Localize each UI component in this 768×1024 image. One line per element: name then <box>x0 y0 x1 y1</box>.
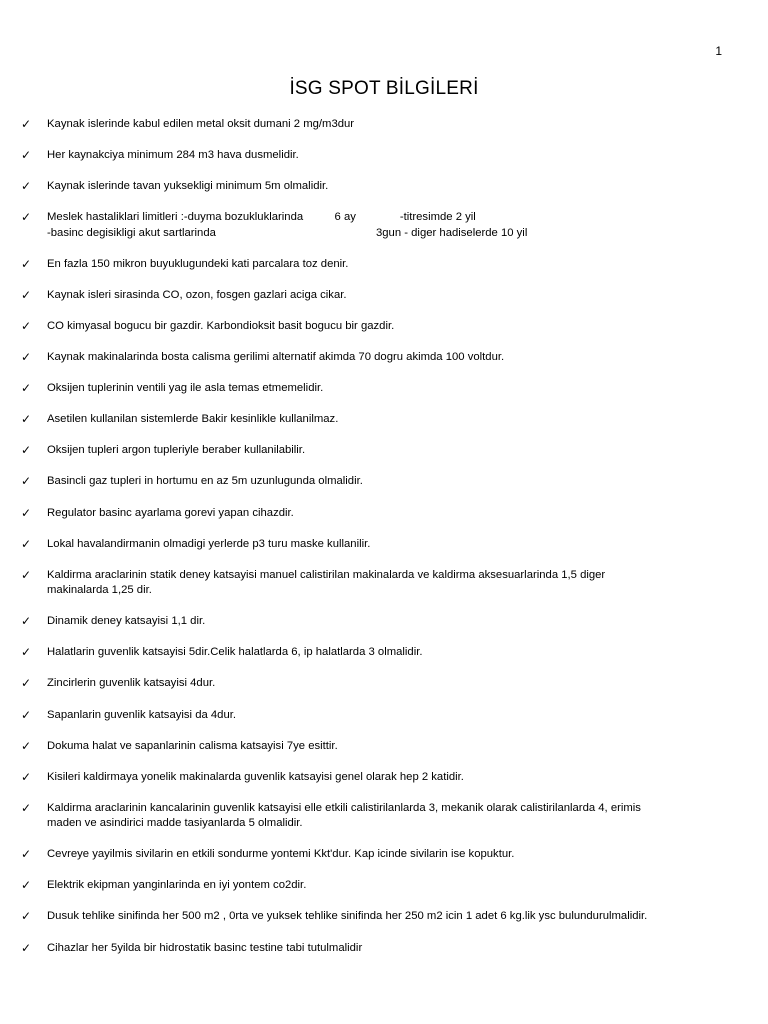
list-item-text: Zincirlerin guvenlik katsayisi 4dur. <box>47 677 216 690</box>
checkmark-icon: ✓ <box>21 536 32 551</box>
checkmark-icon: ✓ <box>21 909 32 924</box>
list-item-text: Dusuk tehlike sinifinda her 500 m2 , 0rta ve yuksek tehlike sinifinda her 250 m2 icin 1 adet 6 kg.lik ysc bulundurulmalidir. <box>47 910 648 923</box>
list-item <box>0 941 768 956</box>
checkmark-icon: ✓ <box>21 179 32 194</box>
list-item-text: Sapanlarin guvenlik katsayisi da 4dur. <box>47 708 237 721</box>
list-item-text: Oksijen tuplerinin ventili yag ile asla temas etmemelidir. <box>47 382 324 395</box>
list-item-text: Oksijen tupleri argon tupleriyle beraber kullanilabilir. <box>47 444 306 457</box>
list-item-text: Dinamik deney katsayisi 1,1 dir. <box>47 615 206 628</box>
list-item <box>0 381 768 396</box>
list-item-text: Kaynak makinalarinda bosta calisma gerilimi alternatif akimda 70 dogru akimda 100 voltdur. <box>47 351 505 364</box>
checkmark-icon: ✓ <box>21 443 32 458</box>
list-item-text: Regulator basinc ayarlama gorevi yapan cihazdir. <box>47 506 294 519</box>
list-item-text: Cihazlar her 5yilda bir hidrostatik basinc testine tabi tutulmalidir <box>47 941 363 954</box>
page-number: 1 <box>715 44 722 58</box>
list-item-text: Kaldirma araclarinin kancalarinin guvenlik katsayisi elle etkili calistirilanlarda 3, mekanik olarak calistirilanlarda 4, erimis maden ve asindirici madde tasiyanlarda 5 olmalidir. <box>47 801 641 830</box>
checkmark-icon: ✓ <box>21 676 32 691</box>
list-item <box>0 443 768 458</box>
checkmark-icon: ✓ <box>21 847 32 862</box>
list-item <box>0 148 768 163</box>
list-item <box>0 350 768 365</box>
checkmark-icon: ✓ <box>21 707 32 722</box>
checkmark-icon: ✓ <box>21 614 32 629</box>
list-item <box>0 288 768 303</box>
checkmark-icon: ✓ <box>21 256 32 271</box>
list-item <box>0 412 768 427</box>
list-item-text: Kaynak islerinde tavan yuksekligi minimum 5m olmalidir. <box>47 180 329 193</box>
checkmark-icon: ✓ <box>21 800 32 815</box>
list-item-text: Asetilen kullanilan sistemlerde Bakir kesinlikle kullanilmaz. <box>47 413 339 426</box>
checkmark-icon: ✓ <box>21 940 32 955</box>
list-item <box>0 537 768 552</box>
list-item <box>0 210 768 241</box>
checkmark-icon: ✓ <box>21 505 32 520</box>
checkmark-icon: ✓ <box>21 474 32 489</box>
list-item <box>0 739 768 754</box>
list-item <box>0 257 768 272</box>
list-item <box>0 676 768 691</box>
list-item-text: Kaynak isleri sirasinda CO, ozon, fosgen gazlari aciga cikar. <box>47 288 347 301</box>
checklist <box>0 117 768 972</box>
list-item-text: Dokuma halat ve sapanlarinin calisma katsayisi 7ye esittir. <box>47 739 338 752</box>
document-title: İSG SPOT BİLGİLERİ <box>289 78 479 99</box>
checkmark-icon: ✓ <box>21 567 32 582</box>
checkmark-icon: ✓ <box>21 381 32 396</box>
checkmark-icon: ✓ <box>21 148 32 163</box>
list-item <box>0 614 768 629</box>
checkmark-icon: ✓ <box>21 645 32 660</box>
list-item-text: Kaldirma araclarinin statik deney katsayisi manuel calistirilan makinalarda ve kaldirma aksesuarlarinda 1,5 diger makinalarda 1,25 dir. <box>47 568 606 597</box>
list-item-text: Her kaynakciya minimum 284 m3 hava dusmelidir. <box>47 149 299 162</box>
list-item <box>0 568 768 599</box>
list-item <box>0 506 768 521</box>
list-item-text: Halatlarin guvenlik katsayisi 5dir.Celik halatlarda 6, ip halatlarda 3 olmalidir. <box>47 646 423 659</box>
checkmark-icon: ✓ <box>21 350 32 365</box>
checkmark-icon: ✓ <box>21 412 32 427</box>
list-item-text: CO kimyasal bogucu bir gazdir. Karbondioksit basit bogucu bir gazdir. <box>47 319 395 332</box>
list-item-text: Elektrik ekipman yanginlarinda en iyi yontem co2dir. <box>47 879 307 892</box>
list-item <box>0 801 768 832</box>
checkmark-icon: ✓ <box>21 117 32 131</box>
list-item <box>0 117 768 132</box>
list-item <box>0 909 768 924</box>
list-item <box>0 708 768 723</box>
list-item <box>0 878 768 893</box>
list-item-text: Basincli gaz tupleri in hortumu en az 5m uzunlugunda olmalidir. <box>47 475 363 488</box>
list-item <box>0 474 768 489</box>
checkmark-icon: ✓ <box>21 318 32 333</box>
list-item-text: Kaynak islerinde kabul edilen metal oksit dumani 2 mg/m3dur <box>47 118 355 130</box>
list-item-text: Cevreye yayilmis sivilarin en etkili sondurme yontemi Kkt'dur. Kap icinde sivilarin ise kopuktur. <box>47 848 515 861</box>
checkmark-icon: ✓ <box>21 878 32 893</box>
list-item <box>0 847 768 862</box>
list-item-text: Kisileri kaldirmaya yonelik makinalarda guvenlik katsayisi genel olarak hep 2 katidir. <box>47 770 464 783</box>
checkmark-icon: ✓ <box>21 769 32 784</box>
list-item-text: Meslek hastaliklari limitleri :-duyma bozukluklarinda 6 ay -titresimde 2 yil -basinc degisikligi akut sartlarinda 3gun - diger hadiselerde 10 yil <box>47 211 528 239</box>
list-item <box>0 179 768 194</box>
list-item-text: En fazla 150 mikron buyuklugundeki kati parcalara toz denir. <box>47 257 349 270</box>
list-item <box>0 770 768 785</box>
checkmark-icon: ✓ <box>21 210 32 225</box>
list-item <box>0 645 768 660</box>
list-item <box>0 319 768 334</box>
checkmark-icon: ✓ <box>21 287 32 302</box>
list-item-text: Lokal havalandirmanin olmadigi yerlerde p3 turu maske kullanilir. <box>47 537 371 550</box>
checkmark-icon: ✓ <box>21 738 32 753</box>
